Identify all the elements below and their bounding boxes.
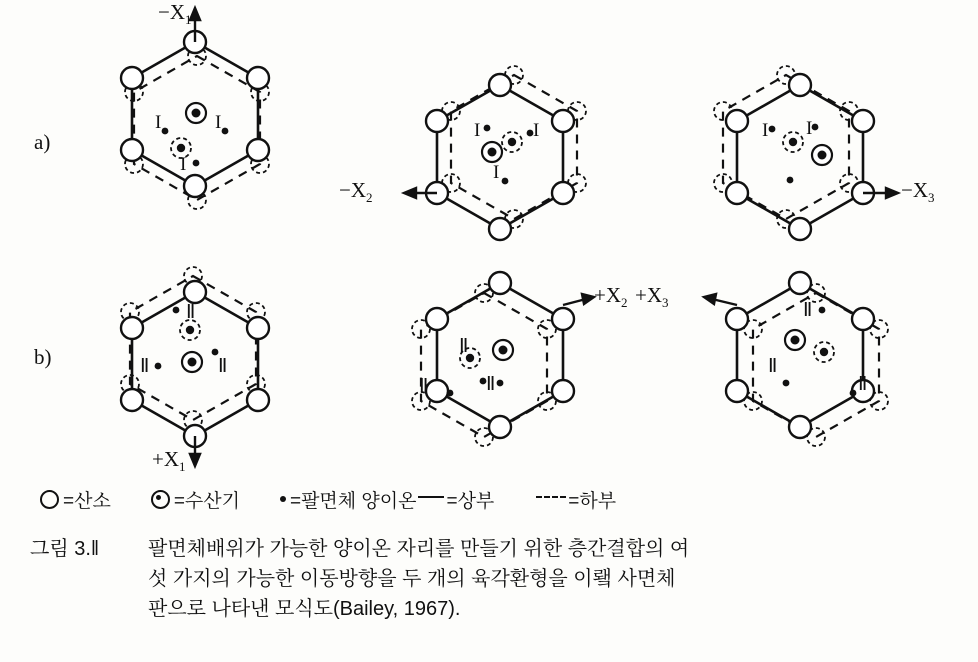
arrow-plus-x2 [563,294,594,305]
upper-oxygens-b3 [726,272,874,438]
row-label-a: a) [34,130,51,154]
legend-label-octahedral-cation: =팔면체 양이온 [289,491,417,512]
axis-label-plus-x1 [152,447,186,475]
caption-number: 그림 3.ǁ [30,538,100,560]
hex-cell-a1 [121,8,269,209]
axis-label-plus-x1-text: +X [152,447,180,471]
axis-label-minus-x1-text: −X [158,0,186,24]
octahedral-cation-icon [280,496,286,502]
upper-ring-b3 [737,283,863,427]
hydroxyls-a1 [171,103,206,158]
dashed-line-icon [536,496,566,498]
legend [40,486,940,513]
hex-cell-b3 [704,272,888,446]
svg-text:Ⅱ: Ⅱ [186,302,196,323]
figure-caption [30,534,950,624]
oxygen-icon [40,490,59,509]
legend-label-oxygen: =산소 [63,491,111,512]
axis-label-minus-x3-sub: 3 [928,190,935,206]
upper-ring-a3 [737,85,863,229]
legend-label-lower: =하부 [568,491,617,512]
svg-text:Ⅱ: Ⅱ [419,376,429,397]
svg-text:I: I [762,120,769,141]
hex-cell-a3 [714,66,898,240]
hex-cell-b1 [121,267,269,466]
axis-label-minus-x3 [901,178,935,206]
site-labels-a1 [155,112,221,175]
svg-text:Ⅱ: Ⅱ [486,374,496,395]
axis-label-plus-x3-text: +X [635,283,663,307]
solid-line-icon [418,496,444,498]
caption-line-1: 팔면체배위가 가능한 양이온 자리를 만들기 위한 층간결합의 여 [148,538,690,560]
axis-label-minus-x1-sub: 1 [185,12,192,28]
svg-text:I: I [180,154,187,175]
legend-item-hydroxyl [151,486,240,513]
svg-text:Ⅱ: Ⅱ [218,356,228,377]
axis-label-plus-x2-sub: 2 [621,295,628,311]
axis-label-plus-x1-sub: 1 [179,459,186,475]
svg-text:I: I [474,120,481,141]
arrow-plus-x3 [704,294,737,305]
hex-cell-b2 [412,272,594,446]
axis-label-plus-x3-sub: 3 [662,295,669,311]
axis-label-plus-x2-text: +X [594,283,622,307]
svg-text:I: I [155,112,162,133]
axis-label-minus-x2 [339,178,373,206]
svg-text:I: I [215,112,222,133]
caption-line-3: 판으로 나타낸 모식도(Bailey, 1967). [148,598,461,620]
svg-text:I: I [493,162,500,183]
upper-oxygens-a3 [726,74,874,240]
legend-item-octahedral-cation [280,486,417,513]
row-label-b: b) [34,345,52,369]
hydroxyls-b3 [785,330,834,362]
hydroxyls-a2 [482,132,522,162]
octahedral-cations-a1 [162,128,229,167]
axis-label-minus-x2-text: −X [339,178,367,202]
legend-item-oxygen [40,486,111,513]
svg-text:I: I [533,120,540,141]
hex-cell-a2 [404,66,586,240]
legend-item-upper [416,486,494,513]
svg-text:Ⅱ: Ⅱ [768,356,778,377]
hydroxyl-icon [151,490,170,509]
svg-text:Ⅱ: Ⅱ [858,374,868,395]
axis-label-plus-x3 [635,283,669,311]
svg-text:I: I [806,118,813,139]
hydroxyls-b1 [180,320,202,372]
axis-label-minus-x3-text: −X [901,178,929,202]
octahedral-cations-b3 [783,307,857,397]
legend-item-lower [534,486,616,513]
legend-label-upper: =상부 [446,491,495,512]
svg-text:Ⅱ: Ⅱ [803,300,813,321]
svg-text:Ⅱ: Ⅱ [459,336,469,357]
legend-label-hydroxyl: =수산기 [173,491,240,512]
axis-label-plus-x2 [594,283,628,311]
axis-label-minus-x2-sub: 2 [366,190,373,206]
svg-text:Ⅱ: Ⅱ [140,356,150,377]
caption-line-2: 섯 가지의 가능한 이동방향을 두 개의 육각환형을 이뢬 사면체 [148,568,676,590]
axis-label-minus-x1 [158,0,192,28]
